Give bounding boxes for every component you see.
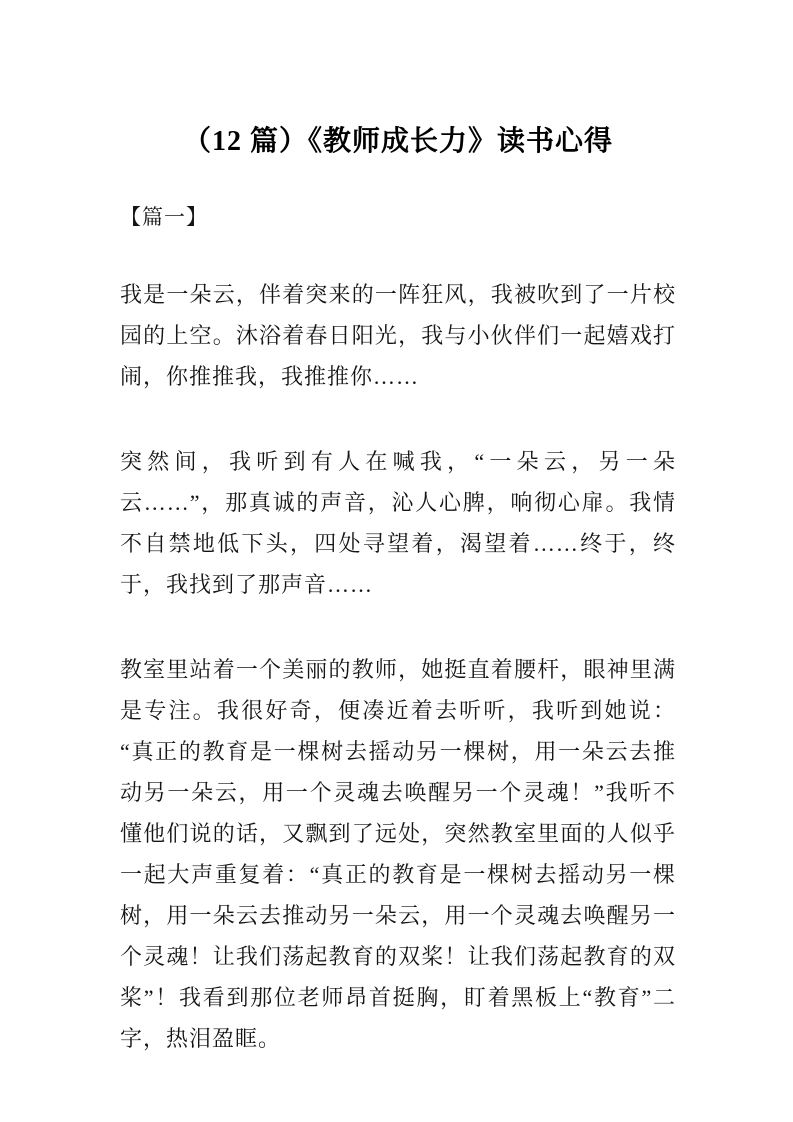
paragraph-1: 我是一朵云，伴着突来的一阵狂风，我被吹到了一片校园的上空。沐浴着春日阳光，我与小伙伴们一起嬉戏打闹，你推推我，我推推你…… <box>120 282 676 389</box>
paragraph-2: 突然间，我听到有人在喊我，“一朵云，另一朵云……”，那真诚的声音，沁人心脾，响彻心扉。我情不自禁地低下头，四处寻望着，渴望着……终于，终于，我找到了那声音…… <box>120 449 676 597</box>
paragraph-3: 教室里站着一个美丽的教师，她挺直着腰杆，眼神里满是专注。我很好奇，便凑近着去听听，我听到她说：“真正的教育是一棵树去摇动另一棵树，用一朵云去推动另一朵云，用一个灵魂去唤醒另一个灵魂！”我听不懂他们说的话，又飘到了远处，突然教室里面的人似乎一起大声重复着：“真正的教育是一棵树去摇动另一棵树，用一朵云去推动另一朵云，用一个灵魂去唤醒另一个灵魂！让我们荡起教育的双桨！让我们荡起教育的双桨”！我看到那位老师昂首挺胸，盯着黑板上“教育”二字，热泪盈眶。 <box>120 657 676 1051</box>
section-heading-part-one: 【篇一】 <box>120 205 208 229</box>
document-title: （12 篇）《教师成长力》读书心得 <box>182 126 613 157</box>
